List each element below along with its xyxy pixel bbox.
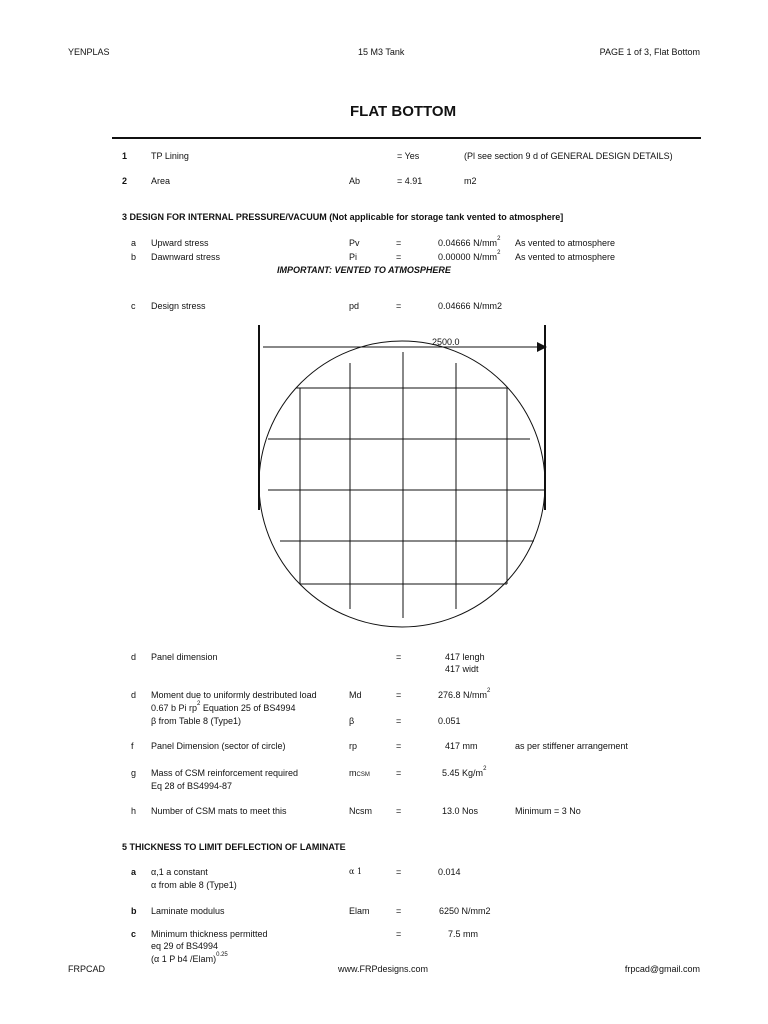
item-g-letter: g [131, 768, 137, 778]
important-notice: IMPORTANT: VENTED TO ATMOSPHERE [277, 265, 451, 275]
item-f-equals: = [396, 741, 402, 751]
item-f-letter: f [131, 741, 134, 751]
item-2-unit: m2 [464, 176, 477, 186]
item-3c-symbol: pd [349, 301, 360, 311]
item-3c-value: 0.04666 N/mm2 [438, 301, 503, 311]
item-g-symbol: mCSM [349, 768, 370, 778]
item-3a-symbol: Pv [349, 238, 360, 248]
item-d1-width: 417 widt [445, 664, 479, 674]
item-3a-letter: a [131, 238, 137, 248]
item-d2-beta-equals: = [396, 716, 402, 726]
item-5c-letter: c [131, 929, 137, 939]
footer-email[interactable]: frpcad@gmail.com [624, 964, 700, 974]
item-5b-letter: b [131, 906, 137, 916]
item-3a-note: As vented to atmosphere [515, 238, 616, 248]
header-center: 15 M3 Tank [358, 47, 405, 57]
item-3b-note: As vented to atmosphere [515, 252, 616, 262]
footer-left: FRPCAD [68, 964, 106, 974]
item-2-number: 2 [122, 176, 128, 186]
item-5a-label: α,1 a constant [151, 867, 208, 877]
item-g-value: 5.45 $Kg/m^2$ [442, 766, 487, 778]
item-1-number: 1 [122, 151, 128, 161]
item-d2-beta-symbol: β [349, 716, 355, 726]
item-2-label: Area [151, 176, 171, 186]
item-h-value: 13.0 Nos [442, 806, 479, 816]
item-d2-label: Moment due to uniformly destributed load [151, 690, 317, 700]
item-1-value: = Yes [397, 151, 420, 161]
dimension-label: 2500.0 [432, 337, 460, 347]
section-3-heading: 3 DESIGN FOR INTERNAL PRESSURE/VACUUM (Not applicable for storage tank vented to atmosphere] [122, 212, 564, 222]
item-3b-label: Dawnward stress [151, 252, 221, 262]
item-d2-beta-value: 0.051 [438, 716, 461, 726]
item-3b-symbol: Pi [349, 252, 358, 262]
page-title: FLAT BOTTOM [350, 103, 457, 120]
item-g-reference: Eq 28 of BS4994-87 [151, 781, 233, 791]
item-5a-value: 0.014 [438, 867, 461, 877]
header-right: PAGE 1 of 3, Flat Bottom [599, 47, 700, 57]
item-d2-value: 276.8 $N/mm^2$ [438, 688, 491, 700]
item-5c-reference: eq 29 of BS4994 [151, 941, 219, 951]
item-h-label: Number of CSM mats to meet this [151, 806, 287, 816]
item-h-symbol: Ncsm [349, 806, 372, 816]
item-1-label: TP Lining [151, 151, 189, 161]
item-3c-label: Design stress [151, 301, 206, 311]
item-5b-symbol: Elam [349, 906, 370, 916]
item-5a-source: α from able 8 (Type1) [151, 880, 237, 890]
item-d1-letter: d [131, 652, 137, 662]
item-f-note: as per stiffener arrangement [515, 741, 628, 751]
item-h-equals: = [396, 806, 402, 816]
header-left: YENPLAS [68, 47, 110, 57]
item-d2-equals: = [396, 690, 402, 700]
item-2-symbol: Ab [349, 176, 361, 186]
item-f-label: Panel Dimension (sector of circle) [151, 741, 286, 751]
item-5c-label: Minimum thickness permitted [151, 929, 268, 939]
item-3b-letter: b [131, 252, 137, 262]
item-d1-length: 417 lengh [445, 652, 485, 662]
item-5c-formula: (α 1 P b4 /Elam)$^{0.25}$ [151, 952, 228, 964]
item-5a-symbol: α 1 [349, 867, 363, 876]
item-3b-equals: = [396, 252, 402, 262]
item-d2-letter: d [131, 690, 137, 700]
item-3c-equals: = [396, 301, 402, 311]
item-5c-value: 7.5 mm [448, 929, 479, 939]
item-3a-value: 0.04666 $N/mm^2$ [438, 236, 501, 248]
item-f-value: 417 mm [445, 741, 478, 751]
item-h-note: Minimum = 3 No [515, 806, 581, 816]
item-5b-label: Laminate modulus [151, 906, 225, 916]
item-d2-symbol: Md [349, 690, 362, 700]
item-3c-letter: c [131, 301, 136, 311]
item-2-value: = 4.91 [397, 176, 423, 186]
item-5a-equals: = [396, 867, 402, 877]
item-d2-beta-source: β from Table 8 (Type1) [151, 716, 242, 726]
item-5a-letter: a [131, 867, 137, 877]
item-h-letter: h [131, 806, 137, 816]
section-5-heading: 5 THICKNESS TO LIMIT DEFLECTION OF LAMINATE [122, 842, 346, 852]
item-g-label: Mass of CSM reinforcement required [151, 768, 299, 778]
item-3b-value: 0.00000 $N/mm^2$ [438, 250, 501, 262]
item-5c-equals: = [396, 929, 402, 939]
item-d2-formula: 0.67 b Pi $rp^2$ Equation 25 of BS4994 [151, 701, 296, 713]
item-5b-equals: = [396, 906, 402, 916]
footer-website[interactable]: www.FRPdesigns.com [338, 964, 429, 974]
item-d1-label: Panel dimension [151, 652, 218, 662]
item-3a-label: Upward stress [151, 238, 209, 248]
item-1-note: (Pl see section 9 d of GENERAL DESIGN DETAILS) [464, 151, 673, 161]
item-3a-equals: = [396, 238, 402, 248]
item-5b-value: 6250 N/mm2 [439, 906, 491, 916]
item-g-equals: = [396, 768, 402, 778]
item-f-symbol: rp [349, 741, 358, 751]
item-d1-equals: = [396, 652, 402, 662]
